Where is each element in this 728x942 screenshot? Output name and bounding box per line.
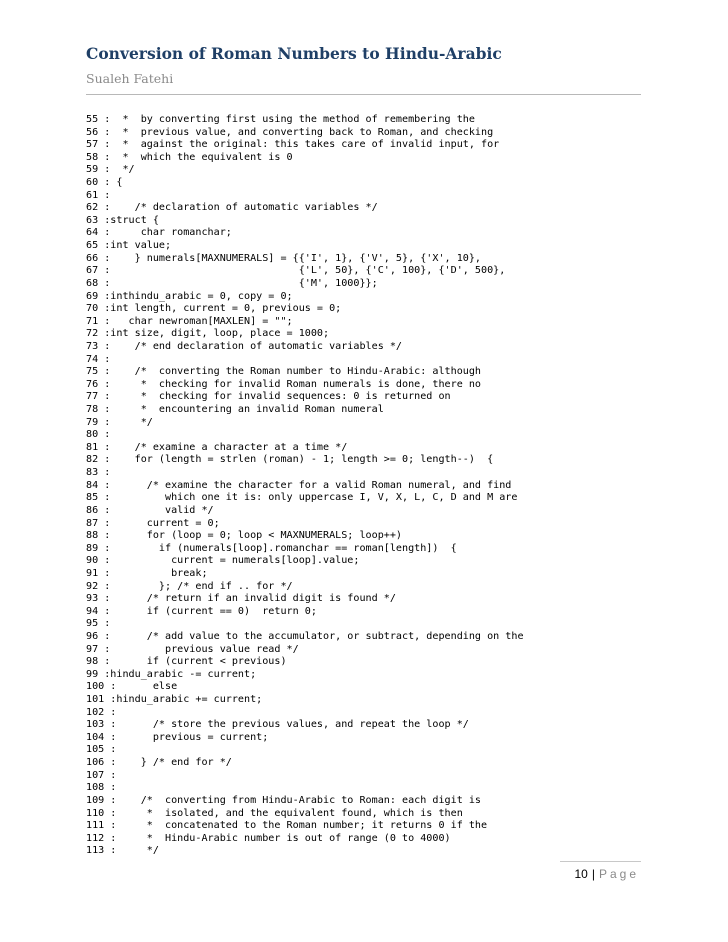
code-line: 102 : — [86, 706, 117, 718]
code-line: 109 : /* converting from Hindu-Arabic to Roman: each digit is — [86, 794, 482, 806]
code-line: 73 : /* end declaration of automatic variables */ — [86, 340, 403, 352]
code-line: 81 : /* examine a character at a time */ — [86, 441, 348, 453]
code-line: 96 : /* add value to the accumulator, or subtract, depending on the — [86, 630, 524, 642]
code-line: 56 : * previous value, and converting back to Roman, and checking — [86, 126, 494, 138]
page-number: 10 — [574, 867, 588, 881]
code-line: 76 : * checking for invalid Roman numerals is done, there no — [86, 378, 482, 390]
page-label: Page — [598, 867, 639, 881]
code-line: 86 : valid */ — [86, 504, 214, 516]
code-line: 92 : }; /* end if .. for */ — [86, 580, 293, 592]
code-line: 55 : * by converting first using the method of remembering the — [86, 114, 475, 125]
code-line: 98 : if (current < previous) — [86, 656, 287, 668]
code-line: 103 : /* store the previous values, and repeat the loop */ — [86, 719, 469, 731]
page-footer — [574, 867, 639, 881]
code-line: 101 :hindu_arabic += current; — [86, 694, 263, 706]
footer-separator: | — [591, 867, 595, 881]
code-line: 87 : current = 0; — [86, 517, 220, 529]
code-line: 67 : {'L', 50}, {'C', 100}, {'D', 500}, — [86, 265, 506, 277]
code-line: 107 : — [86, 769, 117, 781]
code-line: 74 : — [86, 353, 111, 365]
code-line: 78 : * encountering an invalid Roman numeral — [86, 404, 384, 416]
code-line: 95 : — [86, 618, 111, 630]
code-line: 105 : — [86, 744, 117, 756]
code-line: 89 : if (numerals[loop].romanchar == roman[length]) { — [86, 542, 457, 554]
code-line: 71 : char newroman[MAXLEN] = ""; — [86, 315, 293, 327]
code-line: 113 : */ — [86, 845, 159, 857]
code-line: 110 : * isolated, and the equivalent found, which is then — [86, 807, 463, 819]
code-line: 84 : /* examine the character for a valid Roman numeral, and find — [86, 479, 512, 491]
code-line: 104 : previous = current; — [86, 731, 269, 743]
code-line: 83 : — [86, 467, 111, 479]
code-listing — [86, 114, 646, 858]
code-line: 88 : for (loop = 0; loop < MAXNUMERALS; loop++) — [86, 530, 403, 542]
code-line: 77 : * checking for invalid sequences: 0 is returned on — [86, 391, 451, 403]
code-line: 91 : break; — [86, 567, 208, 579]
header-divider — [86, 94, 641, 95]
code-line: 64 : char romanchar; — [86, 227, 232, 239]
code-line: 66 : } numerals[MAXNUMERALS] = {{'I', 1}, {'V', 5}, {'X', 10}, — [86, 252, 482, 264]
document-author: Sualeh Fatehi — [86, 71, 174, 86]
code-line: 61 : — [86, 189, 111, 201]
code-line: 68 : {'M', 1000}}; — [86, 277, 378, 289]
code-line: 60 : { — [86, 177, 123, 189]
code-line: 57 : * against the original: this takes care of invalid input, for — [86, 139, 500, 151]
code-line: 111 : * concatenated to the Roman number; it returns 0 if the — [86, 820, 488, 832]
code-line: 106 : } /* end for */ — [86, 757, 232, 769]
code-line: 70 :int length, current = 0, previous = 0; — [86, 303, 342, 315]
code-line: 82 : for (length = strlen (roman) - 1; length >= 0; length--) { — [86, 454, 494, 466]
code-line: 79 : */ — [86, 416, 153, 428]
footer-divider — [560, 861, 641, 862]
code-line: 80 : — [86, 429, 111, 441]
document-title: Conversion of Roman Numbers to Hindu-Arabic — [86, 44, 502, 63]
code-line: 100 : else — [86, 681, 178, 693]
code-line: 85 : which one it is: only uppercase I, V, X, L, C, D and M are — [86, 492, 518, 504]
code-line: 72 :int size, digit, loop, place = 1000; — [86, 328, 330, 340]
code-line: 97 : previous value read */ — [86, 643, 299, 655]
code-line: 59 : */ — [86, 164, 135, 176]
code-line: 99 :hindu_arabic -= current; — [86, 668, 257, 680]
code-line: 90 : current = numerals[loop].value; — [86, 555, 360, 567]
code-line: 69 :inthindu_arabic = 0, copy = 0; — [86, 290, 293, 302]
code-line: 93 : /* return if an invalid digit is found */ — [86, 593, 396, 605]
code-line: 65 :int value; — [86, 240, 172, 252]
code-line: 112 : * Hindu-Arabic number is out of range (0 to 4000) — [86, 832, 451, 844]
code-line: 75 : /* converting the Roman number to Hindu-Arabic: although — [86, 366, 482, 378]
code-line: 108 : — [86, 782, 117, 794]
code-line: 63 :struct { — [86, 214, 159, 226]
code-line: 94 : if (current == 0) return 0; — [86, 605, 317, 617]
code-line: 62 : /* declaration of automatic variables */ — [86, 202, 378, 214]
code-line: 58 : * which the equivalent is 0 — [86, 151, 293, 163]
